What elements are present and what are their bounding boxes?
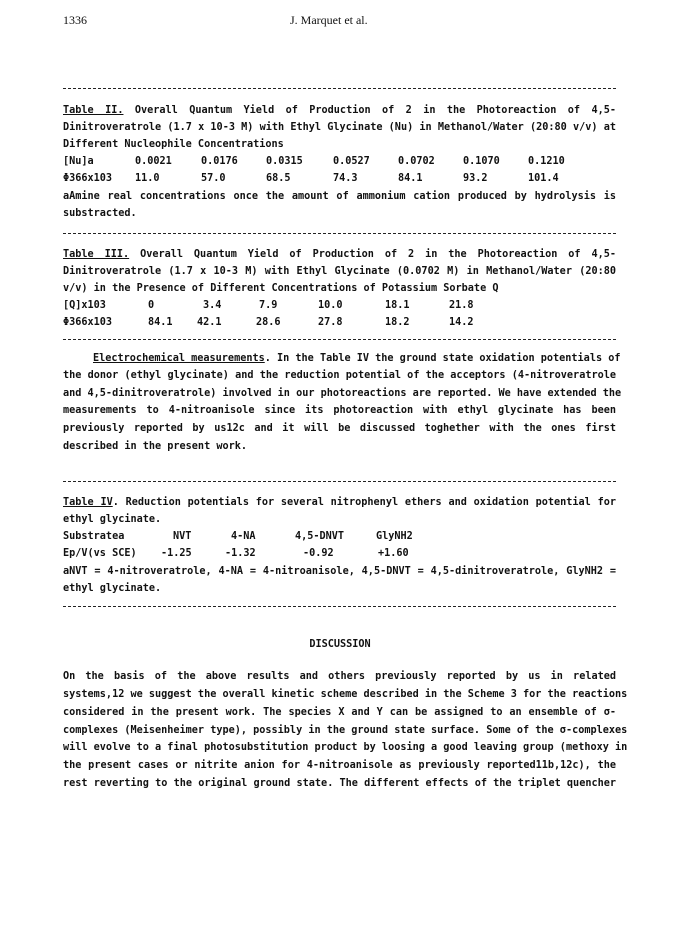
- table2-footnote-line-2: substracted.: [63, 208, 137, 219]
- discussion-line-2: systems,12 we suggest the overall kinetic scheme described in the Scheme 3 for the reactions: [63, 689, 628, 700]
- table2-title-line-2: Dinitroveratrole (1.7 x 10-3 M) with Ethyl Glycinate (Nu) in Methanol/Water (20:80 v/v) at: [63, 122, 616, 133]
- table2-cell: 0.1210: [528, 156, 565, 167]
- table2-title-line-1: [63, 104, 616, 117]
- table2-cell: 0.0527: [333, 156, 370, 167]
- table3-cell: 21.8: [449, 300, 474, 311]
- table2-label: Table II.: [63, 105, 124, 116]
- table3-label: Table III.: [63, 249, 130, 260]
- table2-cell: 101.4: [528, 173, 559, 184]
- table2-cell: 0.0315: [266, 156, 303, 167]
- table2-cell: 84.1: [398, 173, 423, 184]
- table4-bottom-rule: [63, 606, 616, 607]
- table2-cell: 74.3: [333, 173, 358, 184]
- table3-title-line-1: [63, 248, 616, 261]
- table2-cell: 68.5: [266, 173, 291, 184]
- electro-text: . In the Table IV the ground state oxidation potentials of: [264, 353, 621, 364]
- discussion-line-1: On the basis of the above results and others previously reported by us in related: [63, 671, 616, 682]
- table2-cell: 93.2: [463, 173, 488, 184]
- table3-cell: 3.4: [203, 300, 222, 311]
- discussion-line-6: the present cases or nitrite anion for 4-nitroanisole as previously reported11b,12c), the: [63, 760, 616, 771]
- electro-line-4: measurements to 4-nitroanisole since its photoreaction with ethyl glycinate has been: [63, 405, 616, 416]
- table3-cell: 10.0: [318, 300, 343, 311]
- table2-cell: 0.1070: [463, 156, 500, 167]
- table2-cell: 0.0176: [201, 156, 238, 167]
- table3-title-line-2: Dinitroveratrole (1.7 x 10-3 M) with Ethyl Glycinate (0.0702 M) in Methanol/Water (20:80: [63, 266, 616, 277]
- electro-line-2: the donor (ethyl glycinate) and the reduction potential of the acceptors (4-nitroveratrole: [63, 370, 616, 381]
- table3-title-text: Overall Quantum Yield of Production of 2 in the Photoreaction of 4,5-: [129, 249, 616, 260]
- table3-cell: 42.1: [197, 317, 222, 328]
- discussion-line-5: will evolve to a final photosubstitution product by loosing a good leaving group (methoxy in: [63, 742, 628, 753]
- table2-title-text: Overall Quantum Yield of Production of 2 in the Photoreaction of 4,5-: [123, 105, 616, 116]
- page-number: 1336: [63, 13, 87, 27]
- discussion-line-7: rest reverting to the original ground state. The different effects of the triplet quencher: [63, 778, 616, 789]
- discussion-line-3: considered in the present work. The species X and Y can be assigned to an ensemble of σ-: [63, 707, 616, 718]
- table2-title-line-3: Different Nucleophile Concentrations: [63, 139, 284, 150]
- table4-title-line-2: ethyl glycinate.: [63, 514, 162, 525]
- electro-line-1: [63, 352, 621, 365]
- table2-cell: 0.0702: [398, 156, 435, 167]
- table3-row1-label: [Q]x103: [63, 300, 106, 311]
- table4-row2-label: Ep/V(vs SCE): [63, 548, 137, 559]
- table3-top-rule: [63, 233, 616, 234]
- table4-cell: -0.92: [303, 548, 334, 559]
- electro-heading: Electrochemical measurements: [93, 353, 265, 364]
- table3-cell: 27.8: [318, 317, 343, 328]
- discussion-line-4: complexes (Meisenheimer type), possibly in the ground state surface. Some of the σ-complexes: [63, 725, 628, 736]
- table3-bottom-rule: [63, 339, 616, 340]
- table3-cell: 18.2: [385, 317, 410, 328]
- table2-row2-label: Φ366x103: [63, 173, 113, 184]
- table4-row1-label: Substratea: [63, 531, 125, 542]
- discussion-heading: DISCUSSION: [309, 639, 371, 650]
- running-head-author: J. Marquet et al.: [290, 13, 368, 27]
- table4-cell: -1.25: [161, 548, 192, 559]
- table3-cell: 14.2: [449, 317, 474, 328]
- table4-footnote-line-1: aNVT = 4-nitroveratrole, 4-NA = 4-nitroanisole, 4,5-DNVT = 4,5-dinitroveratrole, GlyNH2 =: [63, 566, 616, 577]
- electro-line-3: and 4,5-dinitroveratrole) involved in our photoreactions are reported. We have extended the: [63, 388, 622, 399]
- table4-cell: GlyNH2: [376, 531, 413, 542]
- table4-cell: +1.60: [378, 548, 409, 559]
- table3-cell: 84.1: [148, 317, 173, 328]
- table2-footnote-line-1: aAmine real concentrations once the amount of ammonium cation produced by hydrolysis is: [63, 191, 616, 202]
- table4-label: Table IV: [63, 497, 113, 508]
- table2-cell: 57.0: [201, 173, 226, 184]
- table3-cell: 18.1: [385, 300, 410, 311]
- table4-title-text: . Reduction potentials for several nitrophenyl ethers and oxidation potential for: [112, 497, 616, 508]
- electro-line-5: previously reported by us12c and it will be discussed toghether with the ones first: [63, 423, 616, 434]
- table2-cell: 0.0021: [135, 156, 172, 167]
- table4-cell: 4-NA: [231, 531, 256, 542]
- table3-title-line-3: v/v) in the Presence of Different Concentrations of Potassium Sorbate Q: [63, 283, 499, 294]
- table4-footnote-line-2: ethyl glycinate.: [63, 583, 162, 594]
- table4-top-rule: [63, 481, 616, 482]
- table2-cell: 11.0: [135, 173, 160, 184]
- table4-cell: NVT: [173, 531, 192, 542]
- table2-row1-label: [Nu]a: [63, 156, 94, 167]
- table3-cell: 7.9: [259, 300, 278, 311]
- electro-line-6: described in the present work.: [63, 441, 248, 452]
- table4-cell: -1.32: [225, 548, 256, 559]
- table2-top-rule: [63, 88, 616, 89]
- table4-cell: 4,5-DNVT: [295, 531, 345, 542]
- table3-row2-label: Φ366x103: [63, 317, 113, 328]
- table3-cell: 0: [148, 300, 155, 311]
- table4-title-line-1: [63, 496, 616, 509]
- table3-cell: 28.6: [256, 317, 281, 328]
